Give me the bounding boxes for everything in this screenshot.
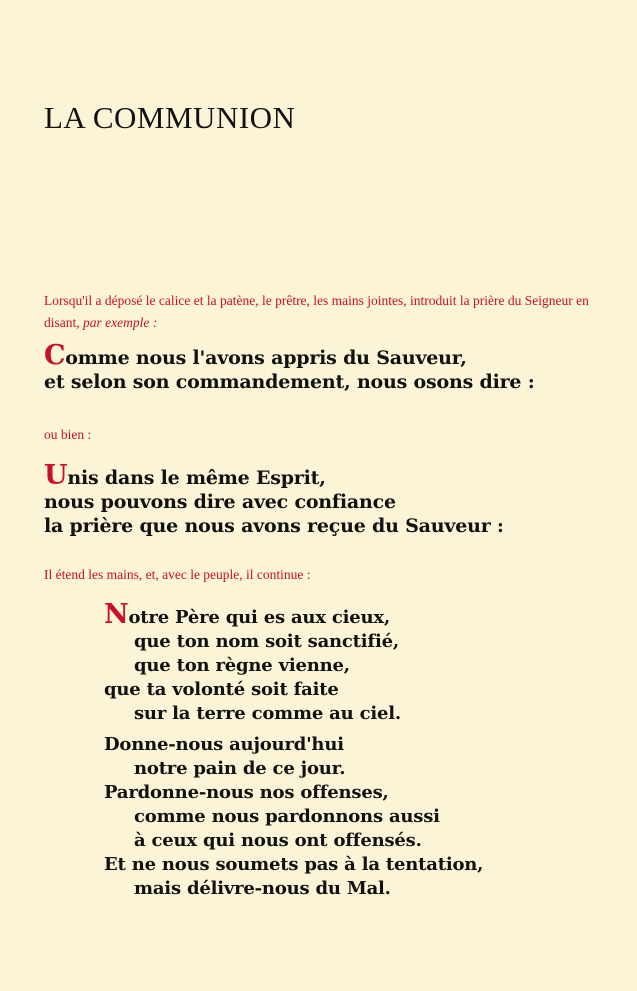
pater-line: Pardonne-nous nos offenses, [104, 782, 389, 803]
invitation-prayer-2 [44, 460, 504, 538]
lords-prayer-stanza-1 [104, 599, 401, 726]
invitation-1-line-1 [44, 340, 535, 371]
pater-line: que ton règne vienne, [134, 655, 350, 676]
pater-line: Notre Père qui es aux cieux, [104, 599, 391, 630]
lords-prayer-stanza-2 [104, 733, 483, 901]
pater-line: Et ne nous soumets pas à la tentation, [104, 854, 484, 875]
page-title: LA COMMUNION [44, 100, 296, 135]
rubric-introduction-text: Lorsqu'il a déposé le calice et la patène, le prêtre, les mains jointes, introduit la prière du Seigneur en disant, [44, 293, 589, 330]
pater-line: sur la terre comme au ciel. [134, 703, 401, 724]
invitation-2-line-2: nous pouvons dire avec confiance [44, 491, 396, 513]
pater-line: mais délivre-nous du Mal. [134, 878, 391, 899]
invitation-2-line-1 [44, 460, 504, 491]
invitation-1-line-2: et selon son commandement, nous osons dire : [44, 371, 535, 393]
rubric-continue: Il étend les mains, et, avec le peuple, il continue : [44, 567, 311, 582]
pater-line: que ta volonté soit faite [104, 679, 339, 700]
pater-line: à ceux qui nous ont offensés. [134, 830, 422, 851]
invitation-prayer-1 [44, 340, 535, 394]
drop-cap-n: N [104, 599, 129, 630]
pater-line: notre pain de ce jour. [134, 758, 346, 779]
rubric-alternative: ou bien : [44, 427, 92, 442]
pater-line: Donne-nous aujourd'hui [104, 734, 344, 755]
drop-cap-c: C [44, 340, 66, 371]
invitation-2-line-1-text: nis dans le même Esprit, [67, 467, 326, 489]
rubric-introduction [44, 290, 604, 334]
invitation-2-line-3: la prière que nous avons reçue du Sauveur : [44, 515, 504, 537]
rubric-introduction-italic: par exemple : [83, 315, 158, 330]
drop-cap-u: U [44, 460, 68, 491]
pater-line: comme nous pardonnons aussi [134, 806, 440, 827]
pater-line: que ton nom soit sanctifié, [134, 631, 399, 652]
invitation-1-line-1-text: omme nous l'avons appris du Sauveur, [65, 347, 467, 369]
